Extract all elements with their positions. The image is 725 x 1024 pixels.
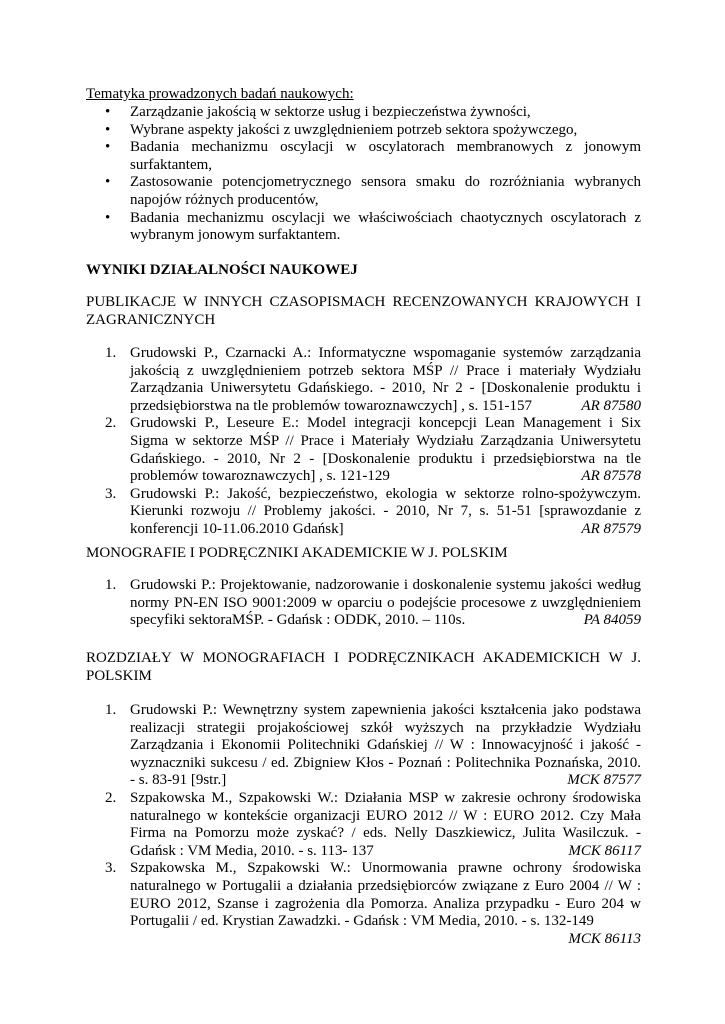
bullet-icon: •: [105, 104, 111, 120]
list-item: [105, 139, 641, 174]
publication-entry: [105, 486, 641, 539]
topic-text: Zastosowanie potencjometrycznego sensora smaku do rozróżniania wybranych napojów różnych producentów,: [130, 174, 641, 208]
entry-number: 1.: [105, 345, 117, 361]
entry-text: Szpakowska M., Szpakowski W.: Działania MSP w zakresie ochrony środowiska naturalnego w kontekście organizacji EURO 2012 // W : EURO 2012. Czy Mała Firma na Pomorzu może zyskać? / eds. Nelly Daszkiewicz, Julita Wasilczuk. - Gdańsk : VM Media, 2010. - s. 113- 137: [130, 789, 641, 859]
entry-number: 3.: [105, 485, 117, 502]
list-item: [105, 210, 641, 245]
topic-text: Wybrane aspekty jakości z uwzględnieniem potrzeb sektora spożywczego,: [130, 121, 578, 138]
entry-number: 3.: [105, 860, 117, 877]
list-item: [105, 104, 641, 122]
entry-text: Grudowski P., Czarnacki A.: Informatyczne wspomaganie systemów zarządzania jakością z uwzględnieniem potrzeb sektora MŚP // Prace i materiały Wydziału Zarządzania Uniwersytetu Gdańskiego. - 2010, Nr 2 - [Doskonalenie produktu i przedsiębiorstwa na tle problemów towaroznawczych] , s. 151-157: [130, 345, 641, 414]
topic-text: Badania mechanizmu oscylacji w oscylatorach membranowych z jonowym surfaktantem,: [130, 139, 641, 173]
monograph-entry: [105, 577, 641, 630]
entry-signature: AR 87578: [581, 468, 641, 485]
publications-list: [105, 345, 641, 539]
chapters-title: ROZDZIAŁY W MONOGRAFIACH I PODRĘCZNIKACH AKADEMICKICH W J. POLSKIM: [86, 650, 641, 684]
entry-number: 2.: [105, 415, 117, 432]
results-heading: WYNIKI DZIAŁALNOŚCI NAUKOWEJ: [86, 262, 358, 278]
topic-text: Zarządzanie jakością w sektorze usług i bezpieczeństwa żywności,: [130, 104, 531, 120]
entry-signature: PA 84059: [583, 612, 641, 629]
monographs-list: [105, 577, 641, 630]
entry-number: 1.: [105, 577, 117, 593]
publications-title: PUBLIKACJE W INNYCH CZASOPISMACH RECENZOWANYCH KRAJOWYCH I ZAGRANICZNYCH: [86, 294, 641, 328]
entry-signature: MCK 86117: [568, 842, 641, 859]
entry-signature: MCK 86113: [568, 930, 641, 947]
chapter-entry: [105, 860, 641, 948]
entry-number: 2.: [105, 789, 117, 806]
publication-entry: [105, 415, 641, 485]
entry-text: Szpakowska M., Szpakowski W.: Unormowania prawne ochrony środowiska naturalnego w Portugalii a działania przedsiębiorców związane z Euro 2004 // W : EURO 2012, Szanse i zagrożenia dla Pomorza. Analiza przypadku - Euro 204 w Portugalii / ed. Krystian Zawadzki. - Gdańsk : VM Media, 2010. - s. 132-149: [130, 860, 641, 930]
bullet-icon: •: [105, 121, 111, 138]
entry-text: Grudowski P.: Jakość, bezpieczeństwo, ekologia w sektorze rolno-spożywczym. Kierunki rozwoju // Problemy jakości. - 2010, Nr 7, s. 51-51 [sprawozdanie z konferencji 10-11.06.2010 Gdańsk]: [130, 485, 641, 537]
entry-signature: MCK 87577: [567, 772, 641, 789]
bullet-icon: •: [105, 174, 111, 191]
bullet-icon: •: [105, 209, 111, 226]
research-topics-title: Tematyka prowadzonych badań naukowych:: [86, 86, 354, 102]
monographs-title: MONOGRAFIE I PODRĘCZNIKI AKADEMICKIE W J. POLSKIM: [86, 545, 508, 561]
topic-text: Badania mechanizmu oscylacji we właściwościach chaotycznych oscylatorach z wybranym jonowym surfaktantem.: [130, 209, 641, 244]
bullet-icon: •: [105, 139, 111, 156]
chapter-entry: [105, 702, 641, 790]
entry-signature: AR 87580: [581, 397, 641, 414]
entry-text: Grudowski P.: Wewnętrzny system zapewnienia jakości kształcenia jako podstawa realizacji strategii projakościowej szkół wyższych na przykładzie Wydziału Zarządzania i Ekonomii Politechniki Gdańskiej // W : Innowacyjność i jakość - wyznaczniki sukcesu / ed. Zbigniew Kłos - Poznań : Politechnika Poznańska, 2010. - s. 83-91 [9str.]: [130, 702, 641, 789]
list-item: [105, 122, 641, 140]
entry-signature: AR 87579: [581, 520, 641, 537]
entry-number: 1.: [105, 702, 117, 718]
research-topics-list: [105, 104, 641, 245]
chapters-list: [105, 702, 641, 948]
entry-text: Grudowski P., Leseure E.: Model integracji koncepcji Lean Management i Six Sigma w sektorze MŚP // Prace i Materiały Wydziału Zarządzania Uniwersytetu Gdańskiego. - 2010, Nr 2 - [Doskonalenie produktu i przedsiębiorstwa na tle problemów towaroznawczych] , s. 121-129: [130, 415, 641, 485]
entry-text: Grudowski P.: Projektowanie, nadzorowanie i doskonalenie systemu jakości według normy PN-EN ISO 9001:2009 w oparciu o podejście procesowe z uwzględnieniem specyfiki sektoraMŚP. - Gdańsk : ODDK, 2010. – 110s.: [130, 577, 641, 629]
chapter-entry: [105, 790, 641, 860]
publication-entry: [105, 345, 641, 415]
list-item: [105, 174, 641, 209]
